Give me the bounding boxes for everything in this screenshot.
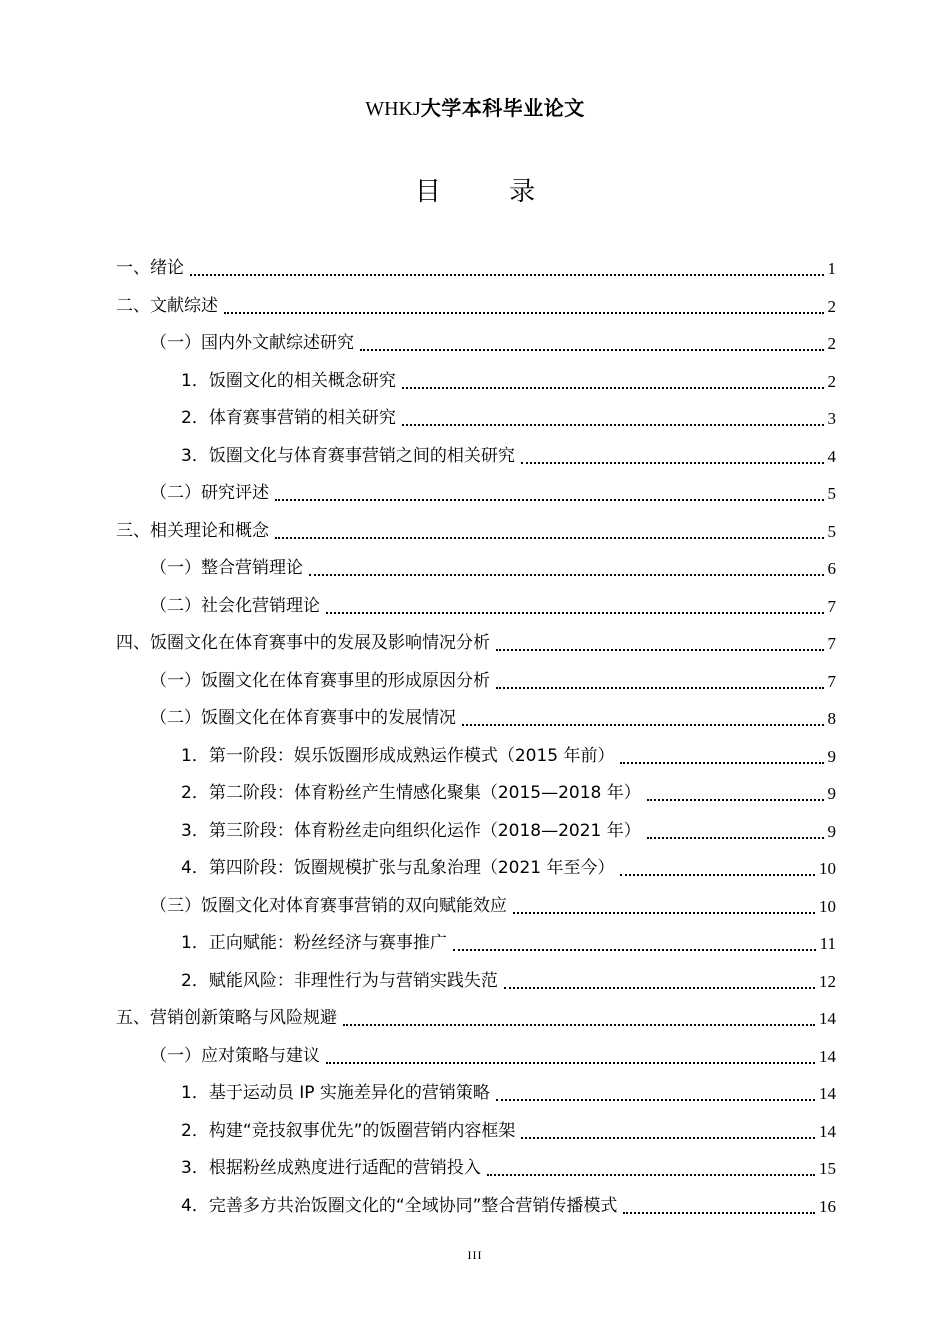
toc-entry-page: 10 bbox=[819, 859, 836, 878]
header-school-code: WHKJ bbox=[365, 98, 421, 120]
page-number: III bbox=[467, 1248, 483, 1262]
toc-entry-label: 2．赋能风险：非理性行为与营销实践失范 bbox=[181, 970, 498, 991]
toc-entry-label: 五、营销创新策略与风险规避 bbox=[116, 1008, 337, 1028]
toc-entry-page: 4 bbox=[827, 446, 836, 466]
toc-entry-page: 2 bbox=[827, 296, 836, 316]
toc-entry-page: 5 bbox=[827, 521, 836, 541]
toc-entry[interactable] bbox=[116, 250, 836, 287]
toc-dot-leader bbox=[623, 1211, 815, 1214]
toc-dot-leader bbox=[496, 1098, 815, 1101]
toc-entry[interactable] bbox=[181, 1188, 836, 1225]
toc-entry-label: （一）国内外文献综述研究 bbox=[150, 333, 354, 353]
toc-entry-label: 4．完善多方共治饭圈文化的“全域协同”整合营销传播模式 bbox=[181, 1195, 618, 1216]
toc-dot-leader bbox=[360, 348, 824, 351]
toc-entry-label: 二、文献综述 bbox=[116, 295, 218, 316]
toc-entry-label: （一）应对策略与建议 bbox=[150, 1045, 320, 1066]
toc-entry-label: （一）整合营销理论 bbox=[150, 558, 303, 578]
toc-entry-label: 1．基于运动员 IP 实施差异化的营销策略 bbox=[181, 1083, 490, 1103]
toc-dot-leader bbox=[326, 1061, 815, 1064]
toc-dot-leader bbox=[453, 948, 816, 951]
toc-dot-leader bbox=[647, 798, 824, 801]
toc-entry[interactable] bbox=[116, 1000, 836, 1037]
toc-entry-label: （二）社会化营销理论 bbox=[150, 595, 320, 616]
toc-entry[interactable] bbox=[181, 850, 836, 887]
toc-entry-label: 1．第一阶段：娱乐饭圈形成成熟运作模式（2015 年前） bbox=[181, 745, 615, 766]
toc-entry[interactable] bbox=[116, 625, 836, 662]
toc-dot-leader bbox=[275, 536, 824, 539]
toc-dot-leader bbox=[504, 986, 815, 989]
toc-entry-label: （二）饭圈文化在体育赛事中的发展情况 bbox=[150, 708, 456, 728]
toc-entry-page: 16 bbox=[819, 1196, 836, 1216]
toc-entry[interactable] bbox=[150, 325, 836, 362]
toc-entry[interactable] bbox=[181, 1150, 836, 1187]
toc-dot-leader bbox=[462, 723, 824, 726]
toc-entry[interactable] bbox=[181, 400, 836, 437]
toc-entry-page: 3 bbox=[827, 409, 836, 428]
toc-entry-label: 四、饭圈文化在体育赛事中的发展及影响情况分析 bbox=[116, 633, 490, 653]
toc-entry-label: 1．饭圈文化的相关概念研究 bbox=[181, 370, 396, 391]
toc-dot-leader bbox=[402, 386, 824, 389]
toc-entry-page: 14 bbox=[819, 1046, 836, 1066]
toc-entry[interactable] bbox=[150, 888, 836, 925]
toc-entry-page: 5 bbox=[827, 484, 836, 503]
toc-entry[interactable] bbox=[150, 550, 836, 587]
toc-entry-label: （三）饭圈文化对体育赛事营销的双向赋能效应 bbox=[150, 895, 507, 916]
toc-dot-leader bbox=[275, 498, 824, 501]
toc-entry-label: 一、绪论 bbox=[116, 258, 184, 278]
toc-entry-page: 6 bbox=[827, 559, 836, 578]
toc-dot-leader bbox=[620, 873, 815, 876]
toc-entry-page: 9 bbox=[827, 784, 836, 803]
toc-dot-leader bbox=[224, 311, 824, 314]
toc-entry[interactable] bbox=[150, 1038, 836, 1075]
header-title: 大学本科毕业论文 bbox=[420, 96, 585, 120]
toc-dot-leader bbox=[647, 836, 824, 839]
toc-entry-page: 2 bbox=[827, 371, 836, 391]
toc-dot-leader bbox=[513, 911, 815, 914]
toc-entry-page: 1 bbox=[827, 259, 836, 278]
toc-entry-page: 15 bbox=[819, 1159, 836, 1178]
toc-entry[interactable] bbox=[150, 700, 836, 737]
toc-dot-leader bbox=[402, 423, 824, 426]
toc-entry-page: 11 bbox=[819, 934, 836, 953]
toc-entry[interactable] bbox=[181, 775, 836, 812]
toc-entry-label: 4．第四阶段：饭圈规模扩张与乱象治理（2021 年至今） bbox=[181, 858, 615, 878]
toc-dot-leader bbox=[521, 1136, 815, 1139]
toc-dot-leader bbox=[496, 686, 824, 689]
toc-entry[interactable] bbox=[181, 1113, 836, 1150]
toc-entry[interactable] bbox=[181, 363, 836, 400]
toc-entry-label: 3．第三阶段：体育粉丝走向组织化运作（2018—2021 年） bbox=[181, 820, 641, 841]
toc-dot-leader bbox=[190, 273, 824, 276]
toc-entry-page: 7 bbox=[827, 596, 836, 616]
toc-entry-label: 1．正向赋能：粉丝经济与赛事推广 bbox=[181, 933, 447, 953]
toc-entry[interactable] bbox=[150, 663, 836, 700]
document-header bbox=[0, 94, 950, 123]
toc-entry-page: 7 bbox=[827, 634, 836, 653]
toc-entry-label: 2．体育赛事营销的相关研究 bbox=[181, 408, 396, 428]
toc-entry-label: （一）饭圈文化在体育赛事里的形成原因分析 bbox=[150, 670, 490, 691]
toc-dot-leader bbox=[343, 1023, 815, 1026]
toc-dot-leader bbox=[496, 648, 824, 651]
toc-entry-label: 2．构建“竞技叙事优先”的饭圈营销内容框架 bbox=[181, 1120, 516, 1141]
toc-entry-label: （二）研究评述 bbox=[150, 483, 269, 503]
toc-entry-page: 2 bbox=[827, 334, 836, 353]
toc-entry[interactable] bbox=[150, 588, 836, 625]
toc-entry-page: 10 bbox=[819, 896, 836, 916]
toc-entry-page: 8 bbox=[827, 709, 836, 728]
toc-entry-page: 14 bbox=[819, 1121, 836, 1141]
toc-entry-page: 14 bbox=[819, 1084, 836, 1103]
toc-entry-label: 3．根据粉丝成熟度进行适配的营销投入 bbox=[181, 1158, 481, 1178]
toc-entry[interactable] bbox=[181, 438, 836, 475]
toc-entry[interactable] bbox=[116, 513, 836, 550]
toc-entry[interactable] bbox=[181, 925, 836, 962]
toc-entry-page: 7 bbox=[827, 671, 836, 691]
toc-entry-label: 2．第二阶段：体育粉丝产生情感化聚集（2015—2018 年） bbox=[181, 783, 641, 803]
toc-entry-label: 3．饭圈文化与体育赛事营销之间的相关研究 bbox=[181, 445, 515, 466]
toc-entry[interactable] bbox=[116, 288, 836, 325]
toc-entry[interactable] bbox=[181, 1075, 836, 1112]
toc-entry-page: 12 bbox=[819, 971, 836, 991]
toc-dot-leader bbox=[620, 761, 823, 764]
toc-entry-page: 9 bbox=[827, 746, 836, 766]
toc-entry-page: 14 bbox=[819, 1009, 836, 1028]
toc-dot-leader bbox=[326, 611, 824, 614]
toc-dot-leader bbox=[309, 573, 824, 576]
toc-entry[interactable] bbox=[181, 813, 836, 850]
toc-dot-leader bbox=[521, 461, 824, 464]
toc-entry[interactable] bbox=[181, 963, 836, 1000]
page-title: 目 录 bbox=[414, 177, 566, 207]
toc-entry[interactable] bbox=[181, 738, 836, 775]
toc-entry-page: 9 bbox=[827, 821, 836, 841]
toc-dot-leader bbox=[487, 1173, 815, 1176]
toc-entry-label: 三、相关理论和概念 bbox=[116, 520, 269, 541]
toc-entry[interactable] bbox=[150, 475, 836, 512]
